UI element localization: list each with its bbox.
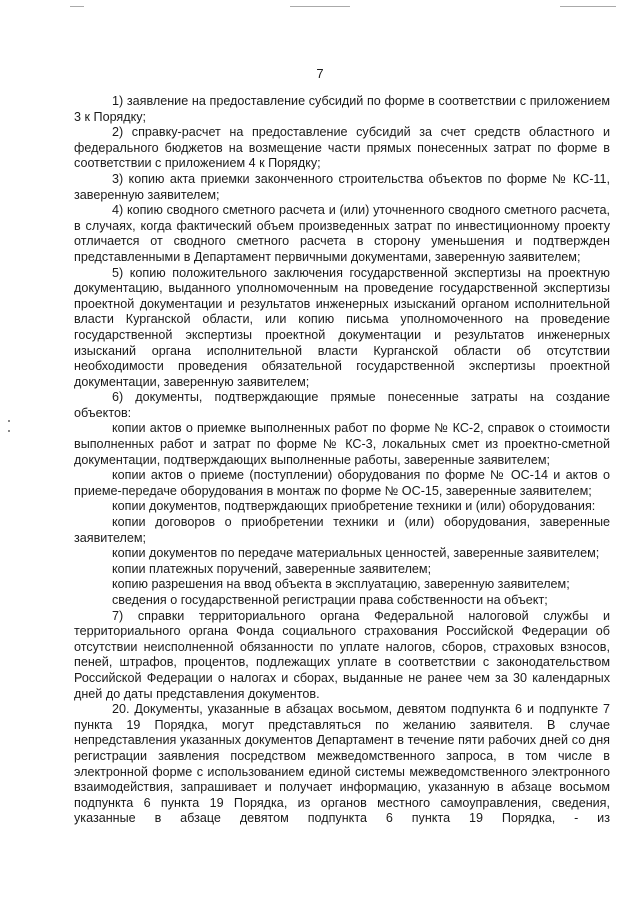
- scan-artifact: [8, 430, 10, 432]
- paragraph-7: 7) справки территориального органа Федеральной налоговой службы и территориального органа Фонда социального страхования Российской Федерации об отсутствии неисполненной обязанности по уплате налогов, сборов, страховых взносов, пеней, штрафов, процентов, подлежащих уплате в соответствии с законодательством Российской Федерации о налогах и сборах, выданные не ранее чем за 30 календарных дней до даты представления документов.: [74, 608, 610, 701]
- paragraph-6h: сведения о государственной регистрации права собственности на объект;: [112, 593, 548, 607]
- paragraph-3: 3) копию акта приемки законченного строительства объектов по форме № КС-11, заверенную заявителем;: [74, 171, 610, 202]
- paragraph-1: 1) заявление на предоставление субсидий по форме в соответствии с приложением 3 к Порядку;: [74, 94, 610, 124]
- paragraph-6f: копии платежных поручений, заверенные заявителем;: [112, 561, 432, 576]
- page-number: 7: [316, 66, 324, 81]
- paragraph-6e: копии документов по передаче материальных ценностей, заверенные заявителем;: [112, 546, 600, 561]
- document-body: [74, 94, 610, 827]
- scan-artifact: [560, 6, 616, 7]
- paragraph-20: 20. Документы, указанные в абзацах восьмом, девятом подпункта 6 и подпункте 7 пункта 19 Порядка, могут представляться по желанию заявителя. В случае непредставления указанных документов Департамент в течение пяти рабочих дней со дня регистрации заявления посредством межведомственного запроса, в том числе в электронной форме с использованием единой системы межведомственного электронного взаимодействия, запрашивает и получает информацию, указанную в абзаце восьмом подпункта 6 пункта 19 Порядка, из органов местного самоуправления, сведения, указанные в абзаце девятом подпункта 6 пункта 19 Порядка, - из: [74, 702, 610, 826]
- paragraph-6: 6) документы, подтверждающие прямые понесенные затраты на создание объектов:: [74, 390, 610, 420]
- paragraph-4: 4) копию сводного сметного расчета и (или) уточненного сводного сметного расчета, в случаях, когда фактический объем произведенных затрат по инвестиционному проекту отличается от сводного сметного расчета в сторону уменьшения и подтвержден представленными в Департамент первичными документами, заверенную заявителем;: [74, 203, 610, 264]
- paragraph-5: 5) копию положительного заключения государственной экспертизы на проектную документацию, выданного уполномоченным на проведение государственной экспертизы проектной документации и результатов инженерных изысканий органом исполнительной власти Курганской области, или копию письма уполномоченного на проведение государственной экспертизы проектной документации и результатов инженерных изысканий органа исполнительной власти Курганской области об отсутствии необходимости проведения обязательной государственной экспертизы проектной документации, заверенную заявителем;: [74, 265, 610, 389]
- paragraph-2: 2) справку-расчет на предоставление субсидий за счет средств областного и федерального бюджетов на возмещение части прямых понесенных затрат по форме в соответствии с приложением 4 к Порядку;: [74, 125, 610, 171]
- paragraph-6d: копии договоров о приобретении техники и (или) оборудования, заверенные заявителем;: [74, 515, 610, 545]
- scan-artifact: [290, 6, 350, 7]
- scan-artifact: [70, 6, 84, 7]
- scan-artifact: [8, 420, 10, 422]
- paragraph-6g: копию разрешения на ввод объекта в эксплуатацию, заверенную заявителем;: [112, 577, 570, 592]
- paragraph-6a: копии актов о приемке выполненных работ по форме № КС-2, справок о стоимости выполненных работ и затрат по форме № КС-3, локальных смет из проектно-сметной документации, подтверждающих выполненные работы, заверенные заявителем;: [74, 421, 610, 467]
- paragraph-6b: копии актов о приеме (поступлении) оборудования по форме № ОС-14 и актов о приеме-передаче оборудования в монтаж по форме № ОС-15, заверенные заявителем;: [74, 468, 610, 498]
- paragraph-6c: копии документов, подтверждающих приобретение техники и (или) оборудования:: [112, 499, 596, 514]
